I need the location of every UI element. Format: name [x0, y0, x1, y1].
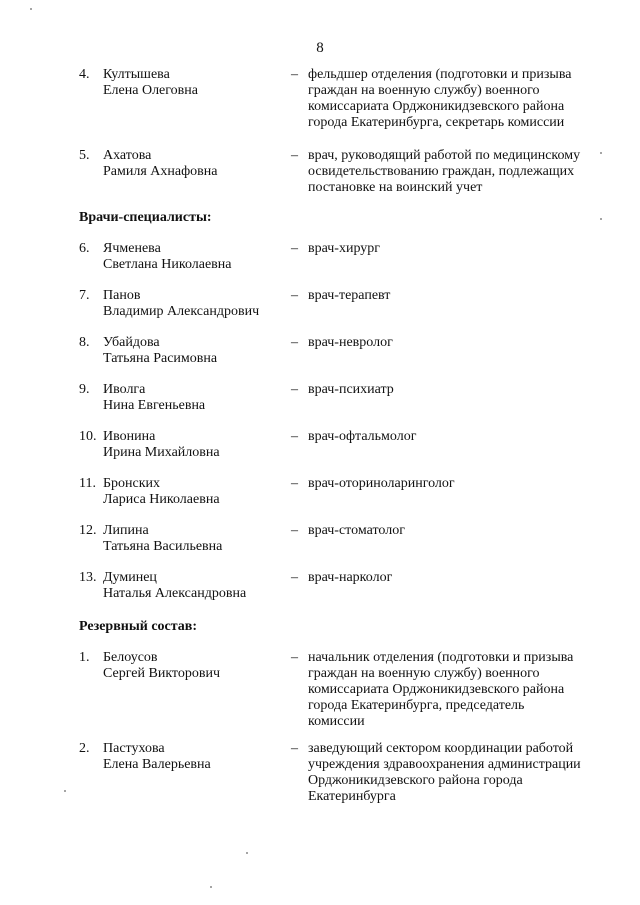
role-line: врач-офтальмолог	[308, 429, 417, 444]
role-line: врач-невролог	[308, 335, 393, 350]
surname: Ахатова	[103, 148, 152, 163]
role-line: врач-психиатр	[308, 382, 394, 397]
surname: Белоусов	[103, 650, 158, 665]
role-line: врач, руководящий работой по медицинскому	[308, 148, 581, 163]
role-description	[308, 476, 618, 492]
person-name	[103, 650, 283, 682]
dash: –	[291, 741, 298, 756]
entry-number: 10.	[79, 429, 97, 444]
entry-number: 7.	[79, 288, 90, 303]
dash: –	[291, 429, 298, 444]
given-names: Ирина Михайловна	[103, 445, 220, 460]
role-description	[308, 523, 618, 539]
role-line: врач-терапевт	[308, 288, 391, 303]
entry-number: 13.	[79, 570, 97, 585]
dash: –	[291, 476, 298, 491]
role-description	[308, 288, 618, 304]
role-line: комиссариата Орджоникидзевского района	[308, 99, 565, 114]
given-names: Нина Евгеньевна	[103, 398, 206, 413]
given-names: Лариса Николаевна	[103, 492, 220, 507]
section-heading-specialists: Врачи-специалисты:	[79, 210, 212, 225]
role-line: освидетельствованию граждан, подлежащих	[308, 164, 575, 179]
role-line: Екатеринбурга	[308, 789, 396, 804]
person-name	[103, 382, 283, 414]
person-name	[103, 476, 283, 508]
role-description	[308, 650, 618, 730]
scan-speck	[600, 152, 602, 154]
role-line: города Екатеринбурга, председатель	[308, 698, 525, 713]
surname: Култышева	[103, 67, 170, 82]
role-line: города Екатеринбурга, секретарь комиссии	[308, 115, 565, 130]
role-line: учреждения здравоохранения администрации	[308, 757, 581, 772]
scan-speck	[64, 790, 66, 792]
entry-number: 5.	[79, 148, 90, 163]
role-line: врач-нарколог	[308, 570, 393, 585]
dash: –	[291, 523, 298, 538]
entry-number: 11.	[79, 476, 96, 491]
dash: –	[291, 570, 298, 585]
role-line: комиссии	[308, 714, 365, 729]
person-name	[103, 523, 283, 555]
surname: Ячменева	[103, 241, 161, 256]
entry-number: 2.	[79, 741, 90, 756]
role-description	[308, 241, 618, 257]
role-line: врач-стоматолог	[308, 523, 405, 538]
given-names: Рамиля Ахнафовна	[103, 164, 218, 179]
surname: Ивонина	[103, 429, 156, 444]
role-line: граждан на военную службу) военного	[308, 83, 540, 98]
person-name	[103, 570, 283, 602]
surname: Бронских	[103, 476, 161, 491]
surname: Думинец	[103, 570, 157, 585]
scan-speck	[30, 8, 32, 10]
surname: Панов	[103, 288, 141, 303]
role-line: граждан на военную службу) военного	[308, 666, 540, 681]
given-names: Светлана Николаевна	[103, 257, 232, 272]
dash: –	[291, 382, 298, 397]
entry-number: 9.	[79, 382, 90, 397]
role-line: врач-хирург	[308, 241, 381, 256]
role-line: постановке на воинский учет	[308, 180, 483, 195]
entry-number: 8.	[79, 335, 90, 350]
surname: Иволга	[103, 382, 146, 397]
surname: Пастухова	[103, 741, 165, 756]
dash: –	[291, 335, 298, 350]
given-names: Татьяна Расимовна	[103, 351, 218, 366]
surname: Убайдова	[103, 335, 160, 350]
role-description	[308, 741, 618, 805]
role-line: заведующий сектором координации работой	[308, 741, 574, 756]
person-name	[103, 148, 283, 180]
scan-speck	[210, 886, 212, 888]
given-names: Сергей Викторович	[103, 666, 221, 681]
role-description	[308, 67, 618, 131]
scan-speck	[246, 852, 248, 854]
entry-number: 4.	[79, 67, 90, 82]
role-line: фельдшер отделения (подготовки и призыва	[308, 67, 572, 82]
entry-number: 6.	[79, 241, 90, 256]
person-name	[103, 67, 283, 99]
scan-speck	[600, 218, 602, 220]
given-names: Татьяна Васильевна	[103, 539, 223, 554]
entry-number: 12.	[79, 523, 97, 538]
person-name	[103, 288, 283, 320]
role-line: врач-оториноларинголог	[308, 476, 455, 491]
dash: –	[291, 67, 298, 82]
person-name	[103, 241, 283, 273]
dash: –	[291, 148, 298, 163]
page-number: 8	[316, 40, 324, 56]
role-line: Орджоникидзевского района города	[308, 773, 523, 788]
role-description	[308, 382, 618, 398]
role-description	[308, 570, 618, 586]
dash: –	[291, 650, 298, 665]
entry-number: 1.	[79, 650, 90, 665]
surname: Липина	[103, 523, 149, 538]
given-names: Владимир Александрович	[103, 304, 260, 319]
role-line: начальник отделения (подготовки и призыва	[308, 650, 574, 665]
given-names: Елена Олеговна	[103, 83, 198, 98]
role-description	[308, 335, 618, 351]
role-line: комиссариата Орджоникидзевского района	[308, 682, 565, 697]
role-description	[308, 148, 618, 196]
dash: –	[291, 241, 298, 256]
dash: –	[291, 288, 298, 303]
section-heading-reserve: Резервный состав:	[79, 619, 198, 634]
person-name	[103, 429, 283, 461]
given-names: Наталья Александровна	[103, 586, 247, 601]
given-names: Елена Валерьевна	[103, 757, 211, 772]
role-description	[308, 429, 618, 445]
person-name	[103, 741, 283, 773]
person-name	[103, 335, 283, 367]
